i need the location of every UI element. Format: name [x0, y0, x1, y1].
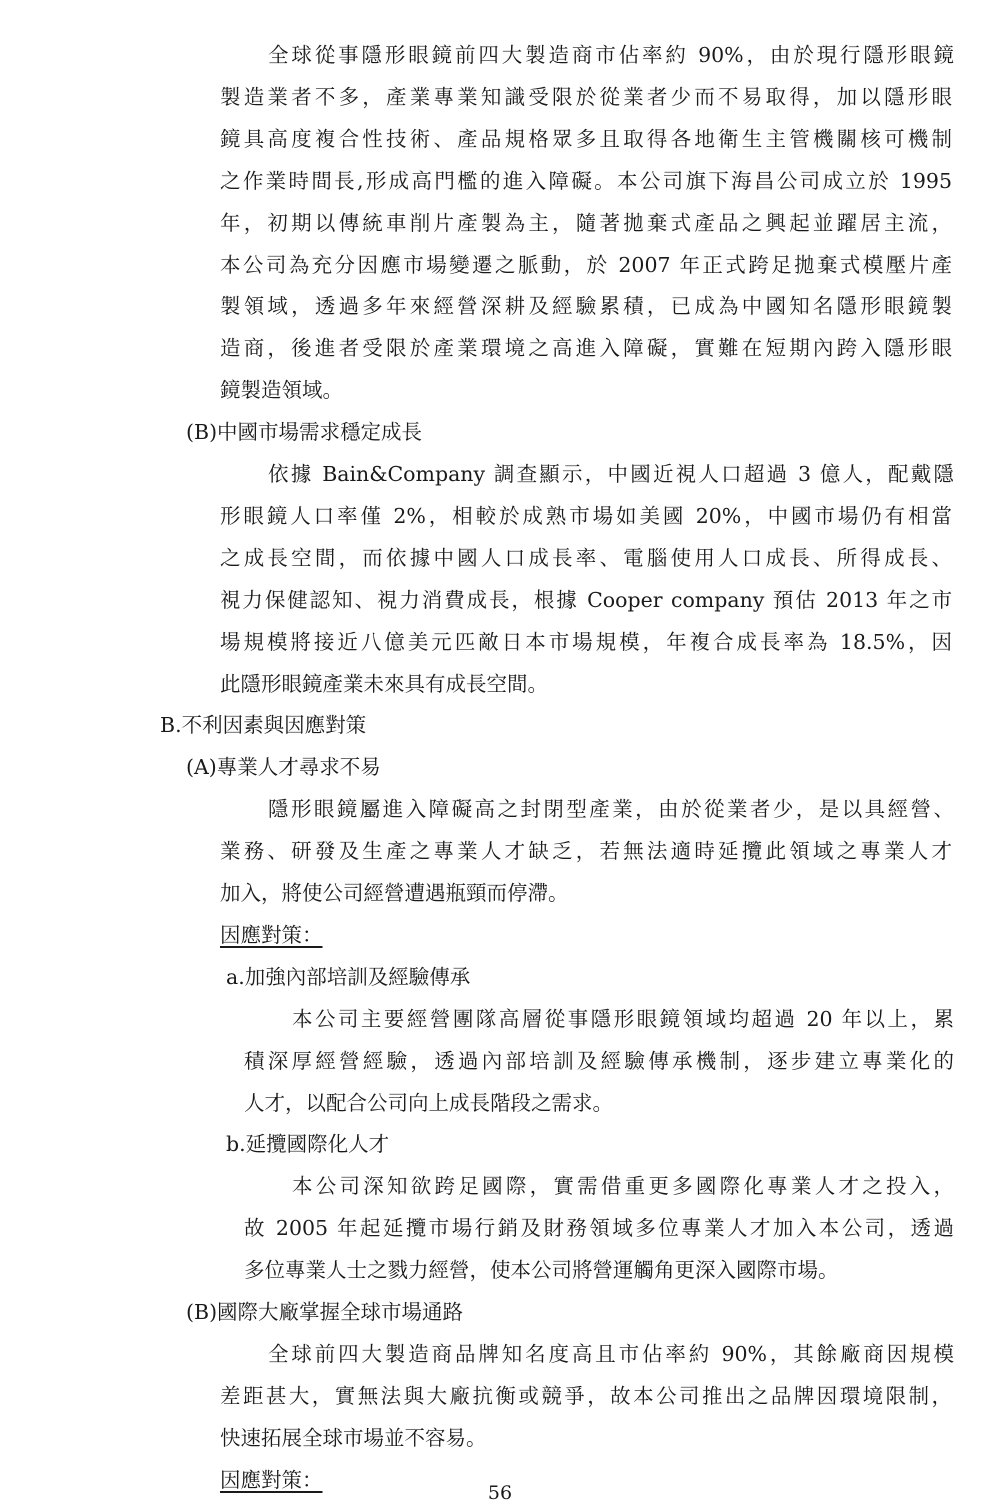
- paragraph-line: 製領域，透過多年來經營深耕及經驗累積，已成為中國知名隱形眼鏡製: [220, 294, 952, 319]
- paragraph-line: 本公司深知欲跨足國際，實需借重更多國際化專業人才之投入，: [292, 1174, 954, 1199]
- section-heading: (B)國際大廠掌握全球市場通路: [186, 1300, 464, 1324]
- page-number: 56: [487, 1482, 513, 1504]
- subsection-heading: a.加強內部培訓及經驗傳承: [226, 964, 471, 989]
- paragraph-line: 加入，將使公司經營遭遇瓶頸而停滯。: [220, 881, 569, 905]
- subsection-heading: b.延攬國際化人才: [226, 1132, 390, 1157]
- paragraph-line: 隱形眼鏡屬進入障礙高之封閉型產業，由於從業者少，是以具經營、: [268, 797, 954, 822]
- paragraph-line: 造商，後進者受限於產業環境之高進入障礙，實難在短期內跨入隱形眼: [220, 336, 952, 361]
- paragraph-line: 全球從事隱形眼鏡前四大製造商市佔率約 90%，由於現行隱形眼鏡: [268, 43, 954, 67]
- paragraph-line: 場規模將接近八億美元匹敵日本市場規模，年複合成長率為 18.5%，因: [220, 629, 952, 654]
- paragraph-line: 鏡具高度複合性技術、產品規格眾多且取得各地衛生主管機關核可機制: [220, 126, 952, 151]
- section-heading: (A)專業人才尋求不易: [186, 755, 381, 780]
- paragraph-line: 製造業者不多，產業專業知識受限於從業者少而不易取得，加以隱形眼: [220, 84, 952, 109]
- paragraph-line: 之成長空間，而依據中國人口成長率、電腦使用人口成長、所得成長、: [220, 545, 952, 570]
- paragraph-line: 故 2005 年起延攬市場行銷及財務領域多位專業人才加入本公司，透過: [244, 1216, 954, 1241]
- paragraph-line: 形眼鏡人口率僅 2%，相較於成熟市場如美國 20%，中國市場仍有相當: [220, 503, 952, 528]
- paragraph-line: 年，初期以傳統車削片產製為主，隨著拋棄式產品之興起並躍居主流，: [220, 210, 952, 235]
- paragraph-line: 全球前四大製造商品牌知名度高且市佔率約 90%，其餘廠商因規模: [268, 1341, 954, 1366]
- paragraph-line: 此隱形眼鏡產業未來具有成長空間。: [220, 671, 548, 696]
- paragraph-line: 差距甚大，實無法與大廠抗衡或競爭，故本公司推出之品牌因環境限制，: [220, 1383, 952, 1408]
- paragraph-line: 鏡製造領域。: [220, 378, 343, 403]
- paragraph-line: 業務、研發及生產之專業人才缺乏，若無法適時延攬此領域之專業人才: [220, 839, 952, 864]
- section-heading: B.不利因素與因應對策: [160, 713, 367, 738]
- paragraph-line: 依據 Bain&Company 調查顯示，中國近視人口超過 3 億人，配戴隱: [268, 462, 954, 486]
- paragraph-line: 本公司主要經營團隊高層從事隱形眼鏡領域均超過 20 年以上，累: [292, 1006, 954, 1031]
- response-heading: 因應對策：: [220, 1467, 323, 1492]
- section-heading: (B)中國市場需求穩定成長: [186, 420, 423, 445]
- paragraph-line: 積深厚經營經驗，透過內部培訓及經驗傳承機制，逐步建立專業化的: [244, 1048, 954, 1073]
- response-heading: 因應對策：: [220, 922, 323, 947]
- paragraph-line: 視力保健認知、視力消費成長，根據 Cooper company 預估 2013 年之市: [220, 587, 952, 612]
- paragraph-line: 本公司為充分因應市場變遷之脈動，於 2007 年正式跨足拋棄式模壓片產: [220, 252, 952, 277]
- paragraph-line: 多位專業人士之戮力經營，使本公司將營運觸角更深入國際市場。: [244, 1258, 839, 1283]
- paragraph-line: 人才，以配合公司向上成長階段之需求。: [244, 1090, 613, 1115]
- paragraph-line: 快速拓展全球市場並不容易。: [220, 1425, 487, 1450]
- paragraph-line: 之作業時間長,形成高門檻的進入障礙。本公司旗下海昌公司成立於 1995: [220, 168, 952, 193]
